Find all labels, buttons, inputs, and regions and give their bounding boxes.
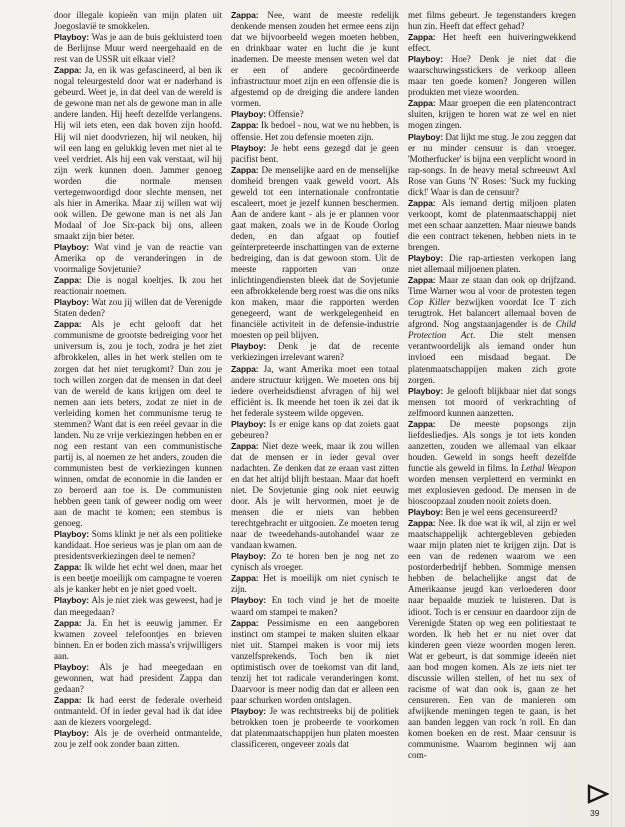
speaker-label: Playboy: <box>54 595 90 606</box>
article-columns <box>54 10 576 810</box>
paragraph-text: door illegale kopieën van mijn platen uit Joegoslavië te smokkelen. <box>54 10 222 32</box>
page-edge-shadow <box>611 0 612 827</box>
paragraph-text: Als je had meegedaan en gewonnen, wat had president Zappa dan gedaan? <box>54 661 222 694</box>
paragraph-text: Je was rechtstreeks bij de politiek betrokken toen je probeerde te voorkomen dat platenmaatschappijen hun platen moesten classificeren, ongeveer zoals dat <box>231 705 399 750</box>
paragraph-text: Ik had eerst de federale overheid ontmanteld. Of in ieder geval had ik dat idee aan de kiezers voorgelegd. <box>54 694 222 727</box>
paragraph-text: Soms klinkt je net als een politieke kandidaat. Hoe serieus was je plan om aan de presidentsverkiezingen deel te nemen? <box>54 529 222 562</box>
interview-paragraph <box>408 198 576 253</box>
paragraph-text: Wat zou jij willen dat de Verenigde Staten deden? <box>54 297 222 319</box>
interview-paragraph <box>231 706 399 750</box>
paragraph-text: Ik wilde het echt wel doen, maar het is een beetje moeilijk om campagne te voeren als je kanker hebt en je niet goed voelt. <box>54 562 222 595</box>
speaker-label: Zappa: <box>231 440 259 451</box>
interview-paragraph <box>408 98 576 131</box>
interview-paragraph <box>231 618 399 706</box>
paragraph-text: Als je niet ziek was geweest, had je dan meegedaan? <box>54 595 222 617</box>
interview-paragraph <box>408 32 576 54</box>
paragraph-text: De meeste popsongs zijn liefdesliedjes. Als songs je tot iets konden aanzetten, zouden we allemaal van elkaar houden. Geweld in songs heeft dezelfde functie als geweld in films. In Lethal Weapon worden mensen verpletterd en verminkt en met explosieven gedood. De mensen in de bioscoopzaal zouden nooit zoiets doen. <box>408 418 576 507</box>
paragraph-text: Je hebt eens gezegd dat je geen pacifist bent. <box>231 142 399 164</box>
interview-paragraph <box>231 143 399 165</box>
speaker-label: Zappa: <box>54 275 82 286</box>
speaker-label: Playboy: <box>408 54 444 65</box>
speaker-label: Playboy: <box>54 32 90 43</box>
interview-paragraph <box>231 441 399 551</box>
speaker-label: Playboy: <box>231 705 267 716</box>
speaker-label: Playboy: <box>408 385 444 396</box>
interview-paragraph <box>54 618 222 662</box>
interview-paragraph <box>54 529 222 562</box>
triangle-right-icon <box>587 784 609 804</box>
interview-paragraph <box>231 419 399 441</box>
paragraph-text: Ben je wel eens gecensureerd? <box>445 507 558 518</box>
interview-paragraph <box>408 253 576 275</box>
speaker-label: Playboy: <box>231 142 267 153</box>
paragraph-text: Die rap-artiesten verkopen lang niet allemaal miljoenen platen. <box>408 253 576 275</box>
paragraph-text: Als je echt gelooft dat het communisme de grootste bedreiging voor het universum is, zou je toch, zodra je het ziet afbrokkelen, alles in het werk stellen om te zorgen dat het niet terugkomt? Dan zou je toch willen zorgen dat de mensen in dat deel van de wereld de kans krijgen om deel te nemen aan iets beters, zodat ze niet in de verleiding komen het communisme terug te stemmen? Want dat is een reëel gevaar in die landen. Nu ze vrije verkiezingen hebben en er nog een restant van een communistische partij is, al noemen ze het anders, zouden die communisten best de verkiezingen kunnen winnen, omdat de economie in die landen er zo beroerd aan toe is. De communisten hebben geen tank of geweer nodig om weer aan de macht te komen; een stembus is genoeg. <box>54 319 222 529</box>
interview-paragraph <box>231 595 399 617</box>
paragraph-text: Ja. En het is eeuwig jammer. Er kwamen zoveel telefoontjes en brieven binnen. En er boden zich massa's vrijwilligers aan. <box>54 617 222 661</box>
speaker-label: Playboy: <box>231 418 267 429</box>
speaker-label: Playboy: <box>54 728 90 739</box>
interview-paragraph <box>231 364 399 419</box>
page-number: 39 <box>590 808 600 818</box>
paragraph-text: En toch vind je het de moeite waard om stampei te maken? <box>231 595 399 617</box>
speaker-label: Playboy: <box>231 595 267 606</box>
speaker-label: Zappa: <box>54 319 82 330</box>
paragraph-text: Als iemand dertig miljoen platen verkoopt, komt de platenmaatschappij niet met een schaar aanzetten. Maar nieuwe bands die een contract tekenen, hebben niets in te brengen. <box>408 197 576 252</box>
interview-paragraph <box>54 32 222 65</box>
paragraph-text: Ja, want Amerika moet een totaal andere structuur krijgen. We moeten ons bij iedere overheidsdienst afvragen of hij wel efficiënt is. Ik meende het toen ik zei dat ik het federale systeem wilde opgeven. <box>231 363 399 418</box>
paragraph-text: Dat lijkt me stug. Je zou zeggen dat er nu minder censuur is dan vroeger. 'Motherfucker' is bijna een verplicht woord in rap-songs. In de heavy metal schreeuwt Axl Rose van Guns 'N' Roses: 'Suck my fucking dick!' Waar is dan de censuur? <box>408 131 576 197</box>
speaker-label: Playboy: <box>231 341 267 352</box>
interview-paragraph <box>231 109 399 120</box>
speaker-label: Zappa: <box>408 98 436 109</box>
interview-paragraph <box>408 507 576 518</box>
speaker-label: Zappa: <box>408 275 436 286</box>
speaker-label: Zappa: <box>408 32 436 43</box>
italic-title: Child Protection Act <box>408 319 576 341</box>
speaker-label: Zappa: <box>54 617 82 628</box>
text-column-1 <box>54 10 222 810</box>
paragraph-text: Het is moeilijk om niet cynisch te zijn. <box>231 573 399 595</box>
speaker-label: Zappa: <box>231 164 259 175</box>
interview-paragraph <box>408 386 576 419</box>
interview-paragraph <box>408 132 576 198</box>
interview-paragraph <box>408 10 576 32</box>
paragraph-text: Ja, en ik was gefascineerd, al ben ik nogal teleurgesteld door wat er naderhand is gebeurd. Weet je, in dat deel van de wereld is de gewone man net als de gewone man in alle andere landen. Hij heeft dezelfde verlangens. Hij wil iets eten, een dak boven zijn hoofd. Hij wil niet doodvriezen, hij wil neuken, hij wil een lang en gelukkig leven met niet al te veel verdriet. Als hij een vak verstaat, wil hij zijn werk kunnen doen. Jammer genoeg worden die normale mensen vertegenwoordigd door slechte mensen, net als hier in Amerika. Maar zij willen wat wij ook willen. De gewone man is net als Jan Modaal of Joe Six-pack bij ons, alleen smaakt zijn bier beter. <box>54 65 222 241</box>
speaker-label: Playboy: <box>408 253 444 264</box>
paragraph-text: Ik bedoel - nou, wat we nu hebben, is offensie. Het zou defensie moeten zijn. <box>231 120 399 142</box>
interview-paragraph <box>54 242 222 275</box>
speaker-label: Playboy: <box>54 661 90 672</box>
text-column-3 <box>408 10 576 810</box>
italic-title: Cop Killer <box>408 297 451 308</box>
interview-paragraph <box>54 65 222 242</box>
paragraph-text: Nee, want de meeste redelijk denkende mensen zouden het ermee eens zijn dat we bijvoorbeeld wegen moeten hebben, en drinkbaar water en lucht die je kunt inademen. De meeste mensen weten wel dat er een of andere gecoördineerde infrastructuur moet zijn en een offensie die is afgestemd op de dreiging die andere landen vormen. <box>231 10 399 109</box>
interview-paragraph <box>54 728 222 750</box>
interview-paragraph <box>54 10 222 32</box>
paragraph-text: De menselijke aard en de menselijke domheid brengen vaak geweld voort. Als geweld tot een internationale confrontatie escaleert, moet je jezelf kunnen beschermen. Aan de andere kant - als je er plannen voor gaat maken, zoals we in de Koude Oorlog deden, en dan afgaat op foutief geïnterpreteerde inschattingen van de externe bedreiging, dan is dat gewoon stom. Uit de meeste rapporten van onze inlichtingendiensten bleek dat de Sovjetunie een afbrokkelende berg roest was die ons niks kon maken, maar die rapporten werden genegeerd, want de werkgelegenheid en financiële activiteit in de defensie-industrie moesten op peil blijven. <box>231 164 399 341</box>
interview-paragraph <box>408 419 576 507</box>
speaker-label: Playboy: <box>54 529 90 540</box>
paragraph-text: Niet deze week, maar ik zou willen dat de mensen er in ieder geval over nadachten. Ze denken dat ze eraan vast zitten en dat het altijd blijft bestaan. Maar dat hoeft niet. De Sovjetunie ging ook niet eeuwig door. Als je wilt hervormen, moet je de mensen die er niets van hebben terechtgebracht er uitgooien. Ze moeten terug naar de tweedehands-autohandel waar ze vandaan kwamen. <box>231 440 399 551</box>
paragraph-text: met films gebeurt. Je tegenstanders kregen hun zin. Heeft dat effect gehad? <box>408 10 576 32</box>
paragraph-text: Zo te horen ben je nog net zo cynisch als vroeger. <box>231 551 399 573</box>
speaker-label: Playboy: <box>231 109 267 120</box>
paragraph-text: Pessimisme en een aangeboren instinct om stampei te maken sluiten elkaar niet uit. Stampei maken is voor mij iets vanzelfsprekends. Toch ben ik niet optimistisch over de toekomst van dit land, tenzij het tot radicale veranderingen komt. Daarvoor is meer nodig dan dat er alleen een paar schurken worden ontslagen. <box>231 617 399 705</box>
interview-paragraph <box>231 10 399 109</box>
interview-paragraph <box>54 695 222 728</box>
speaker-label: Zappa: <box>408 418 436 429</box>
paragraph-text: Maar ze staan dan ook op drijfzand. Time Warner wou al voor de protesten tegen Cop Killer bezwijken voordat Ice T zich terugtrok. Het balancert allemaal boven de afgrond. Nog angstaanjagender is de Child Protection Act. Die stelt mensen verantwoordelijk als iemand onder hun invloed een misdaad begaat. De platenmaatschappijen maken zich grote zorgen. <box>408 275 576 385</box>
text-column-2 <box>231 10 399 810</box>
paragraph-text: Maar groepen die een platencontract sluiten, krijgen te horen wat ze wel en niet mogen zingen. <box>408 98 576 131</box>
speaker-label: Zappa: <box>54 65 82 76</box>
interview-paragraph <box>54 319 222 529</box>
paragraph-text: Als je de overheid ontmantelde, zou je zelf ook zonder baan zitten. <box>54 728 222 750</box>
speaker-label: Zappa: <box>231 120 259 131</box>
interview-paragraph <box>231 341 399 363</box>
interview-paragraph <box>54 562 222 595</box>
paragraph-text: Denk je dat de recente verkiezingen irrelevant waren? <box>231 341 399 363</box>
paragraph-text: Je gelooft blijkbaar niet dat songs mensen tot moord of verkrachting of zelfmoord kunnen aanzetten. <box>408 385 576 418</box>
paragraph-text: Het heeft een huiveringwekkend effect. <box>408 32 576 54</box>
interview-paragraph <box>231 551 399 573</box>
interview-paragraph <box>231 120 399 142</box>
speaker-label: Zappa: <box>54 694 82 705</box>
italic-title: Lethal Weapon <box>521 462 576 473</box>
speaker-label: Playboy: <box>231 551 267 562</box>
paragraph-text: Die is nogal koeltjes. Ik zou het reactionair noemen. <box>54 275 222 297</box>
speaker-label: Zappa: <box>408 518 436 529</box>
speaker-label: Zappa: <box>231 617 259 628</box>
speaker-label: Zappa: <box>231 363 259 374</box>
paragraph-text: Hoe? Denk je niet dat die waarschuwingsstickers de verkoop alleen maar ten goede komen? Jongeren willen produkten met vieze woorden. <box>408 54 576 98</box>
interview-paragraph <box>54 662 222 695</box>
paragraph-text: Wat vind je van de reactie van Amerika op de veranderingen in de voormalige Sovjetunie? <box>54 241 222 275</box>
interview-paragraph <box>231 573 399 595</box>
interview-paragraph <box>231 165 399 342</box>
speaker-label: Zappa: <box>408 197 436 208</box>
interview-paragraph <box>54 595 222 617</box>
interview-paragraph <box>408 275 576 385</box>
speaker-label: Playboy: <box>408 507 444 518</box>
interview-paragraph <box>54 297 222 319</box>
speaker-label: Zappa: <box>54 562 82 573</box>
speaker-label: Playboy: <box>54 297 90 308</box>
paragraph-text: Is er enige kans op dat zoiets gaat gebeuren? <box>231 418 399 440</box>
interview-paragraph <box>408 518 576 761</box>
interview-paragraph <box>408 54 576 98</box>
paragraph-text: Nee. Ik doe wat ik wil, al zijn er wel maatschappelijk achtergebleven gebieden waar mijn platen niet te krijgen zijn. Dat is een van de redenen waarom we een postorderbedrijf hebben. Sommige mensen hebben de belachelijke angst dat de Amerikaanse jeugd kan verloederen door naar bepaalde muziek te luisteren. Dat is idioot. Toch is er censuur en daardoor zijn de Verenigde Staten op weg een politiestaat te worden. Ik heb het er nu niet over dat kinderen geen vieze woorden mogen leren. Wat er gebeurt, is dat sommige ideeën niet aan bod mogen komen. Als ze iets niet ter discussie willen stellen, of het nu sex of racisme of wat dan ook is, gaan ze het censureren. Een van de manieren om afwijkende meningen tegen te gaan, is het aan banden leggen van rock 'n roll. En dan komen boeken en de rest. Maar censuur is communisme. Waarom beginnen wij aan com- <box>408 518 576 761</box>
paragraph-text: Offensie? <box>268 109 304 120</box>
speaker-label: Zappa: <box>231 10 259 20</box>
paragraph-text: Was je aan de buis gekluisterd toen de Berlijnse Muur werd neergehaald en de rest van de USSR uit elkaar viel? <box>54 32 222 65</box>
interview-paragraph <box>54 275 222 297</box>
speaker-label: Zappa: <box>231 573 259 584</box>
speaker-label: Playboy: <box>408 131 444 142</box>
speaker-label: Playboy: <box>54 241 90 252</box>
